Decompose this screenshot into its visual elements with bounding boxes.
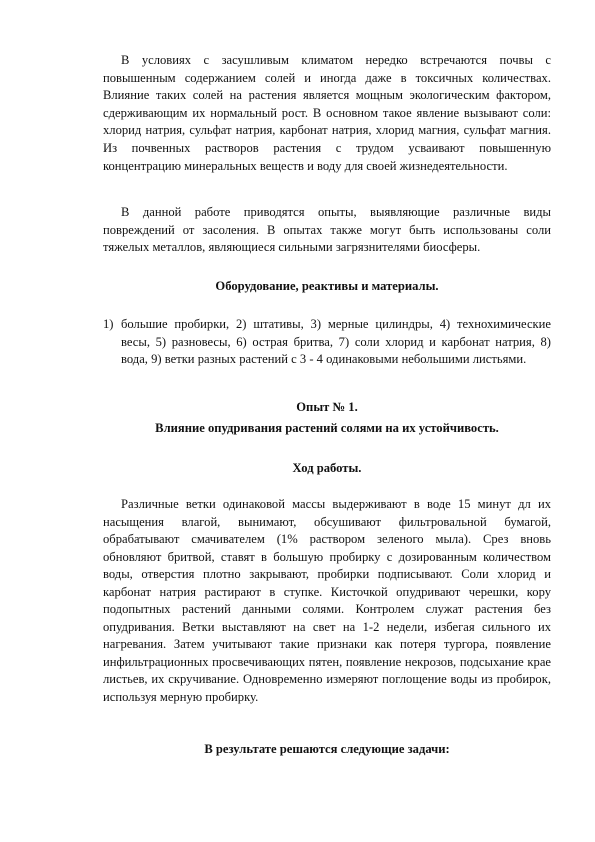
procedure-heading: Ход работы. — [292, 461, 362, 475]
procedure-paragraph: Различные ветки одинаковой массы выдерживают в воде 15 минут дл их насыщения влагой, вынимают, обсушивают фильтровальной бумагой, обрабатывают смачивателем (1% раствором зеленого мыла). Срез вновь обновляют бритвой, ставят в большую пробирку с дозированным количеством воды, отверстия плотно закрывают, пробирки подписывают. Соли хлорид и карбонат натрия растирают в ступке. Кисточкой опудривают черешки, кору подопытных растений данными солями. Контролем служат растения без опудривания. Ветки выставляют на свет на 1-2 недели, избегая сильного их нагревания. Затем учитывают такие признаки как потеря тургора, появление инфильтрационных просвечивающих пятен, появление некрозов, подсыхание крае листьев, их скручивание. Одновременно измеряют поглощение воды из пробирок, используя мерную пробирку. — [103, 497, 551, 704]
list-item — [103, 316, 551, 369]
list-item-text: большие пробирки, 2) штативы, 3) мерные цилиндры, 4) технохимические весы, 5) разновесы, 6) острая бритва, 7) соли хлорид и карбонат натрия, 8) вода, 9) ветки разных растений с 3 - 4 одинаковыми небольшими листьями. — [121, 317, 551, 367]
materials-list — [103, 316, 551, 369]
experiment-title: Опыт № 1. — [296, 400, 358, 414]
equipment-heading: Оборудование, реактивы и материалы. — [215, 279, 439, 293]
intro-paragraph: В условиях с засушливым климатом нередко встречаются почвы с повышенным содержанием солей и иногда даже в токсичных количествах. Влияние таких солей на растения является мощным экологическим фактором, сдерживающим их нормальный рост. В основном такое явление вызывают соли: хлорид натрия, сульфат натрия, карбонат натрия, хлорид магния, сульфат магния. Из почвенных растворов растения с трудом усваивают повышенную концентрацию минеральных веществ и воду для своей жизнедеятельности. — [103, 53, 551, 173]
list-item-marker: 1) — [103, 317, 114, 331]
work-description-paragraph: В данной работе приводятся опыты, выявляющие различные виды повреждений от засоления. В опытах также могут быть использованы соли тяжелых металлов, являющиеся сильными загрязнителями биосферы. — [103, 205, 551, 255]
results-heading: В результате решаются следующие задачи: — [204, 742, 450, 756]
experiment-subtitle: Влияние опудривания растений солями на их устойчивость. — [155, 421, 499, 435]
